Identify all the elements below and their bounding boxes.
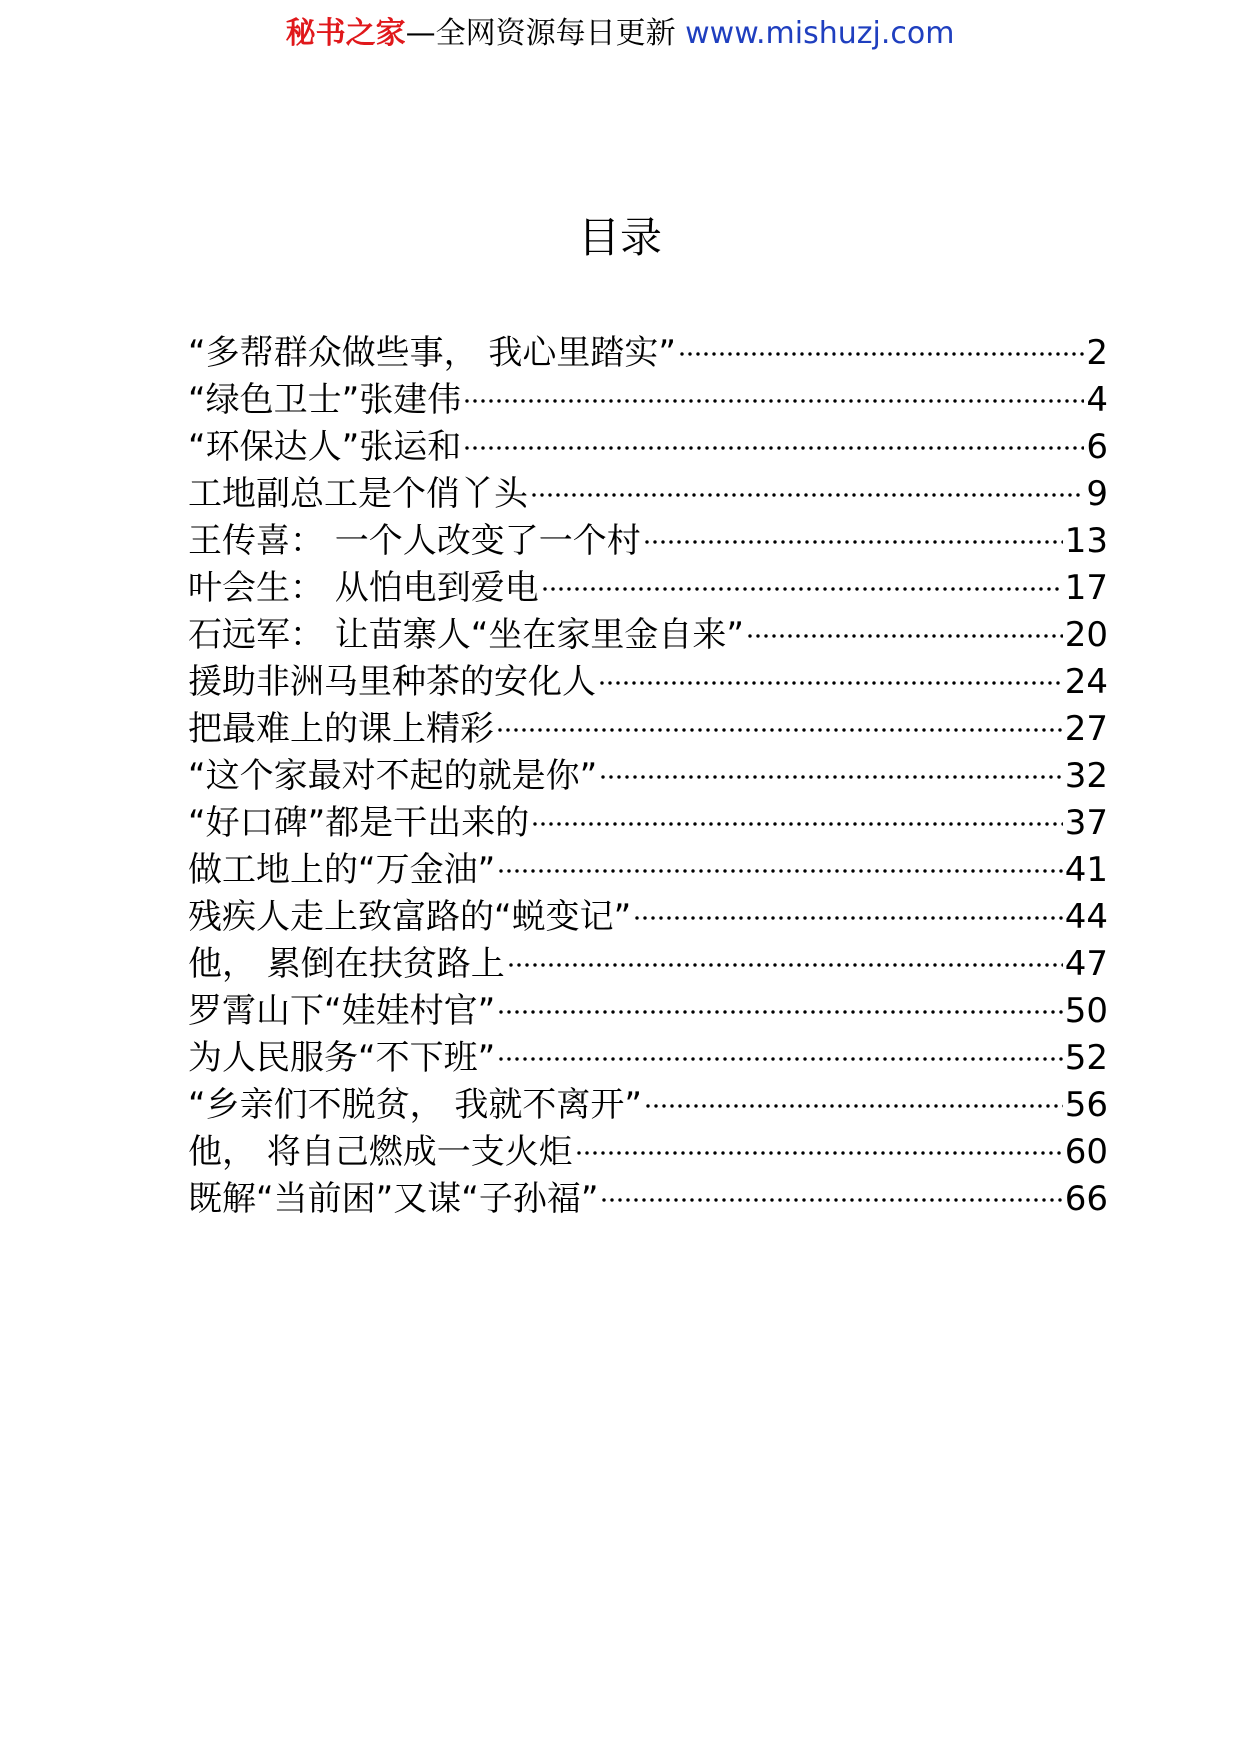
- toc-dot-leader: [541, 585, 1063, 593]
- toc-entry-title: 为人民服务“不下班”: [188, 1038, 496, 1078]
- toc-page-number: 2: [1086, 333, 1108, 373]
- toc-entry[interactable]: [188, 1082, 1108, 1129]
- table-of-contents: [188, 330, 1108, 1223]
- header-slogan: —全网资源每日更新: [405, 16, 686, 51]
- toc-entry[interactable]: [188, 330, 1108, 377]
- toc-entry[interactable]: [188, 518, 1108, 565]
- toc-page-number: 47: [1064, 944, 1108, 984]
- toc-entry-title: “环保达人”张运和: [188, 427, 462, 467]
- toc-entry-title: 残疾人走上致富路的“蜕变记”: [188, 897, 632, 937]
- toc-entry-title: “这个家最对不起的就是你”: [188, 756, 598, 796]
- toc-dot-leader: [531, 820, 1063, 828]
- toc-page-number: 50: [1064, 991, 1108, 1031]
- toc-dot-leader: [644, 1102, 1063, 1110]
- toc-dot-leader: [463, 444, 1084, 452]
- toc-page-number: 56: [1064, 1085, 1108, 1125]
- toc-page-number: 44: [1064, 897, 1108, 937]
- toc-entry-title: 他， 将自己燃成一支火炬: [188, 1132, 573, 1172]
- toc-entry-title: 既解“当前困”又谋“子孙福”: [188, 1179, 599, 1219]
- toc-dot-leader: [678, 350, 1084, 358]
- toc-dot-leader: [599, 773, 1063, 781]
- toc-entry[interactable]: [188, 612, 1108, 659]
- toc-entry-title: 他， 累倒在扶贫路上: [188, 944, 505, 984]
- toc-entry-title: 罗霄山下“娃娃村官”: [188, 991, 496, 1031]
- toc-entry-title: 工地副总工是个俏丫头: [188, 474, 528, 514]
- toc-page-number: 9: [1086, 474, 1108, 514]
- toc-entry-title: 王传喜： 一个人改变了一个村: [188, 521, 641, 561]
- toc-entry[interactable]: [188, 753, 1108, 800]
- toc-page-number: 60: [1064, 1132, 1108, 1172]
- toc-entry-title: 把最难上的课上精彩: [188, 709, 494, 749]
- toc-page-number: 13: [1064, 521, 1108, 561]
- page-header: [0, 12, 1240, 56]
- toc-dot-leader: [530, 491, 1084, 499]
- site-url-link[interactable]: www.mishuzj.com: [685, 16, 955, 51]
- toc-entry[interactable]: [188, 894, 1108, 941]
- toc-entry[interactable]: [188, 1035, 1108, 1082]
- toc-dot-leader: [600, 1196, 1062, 1204]
- toc-entry-title: 叶会生： 从怕电到爱电: [188, 568, 539, 608]
- toc-entry[interactable]: [188, 800, 1108, 847]
- toc-dot-leader: [463, 397, 1084, 405]
- toc-page-number: 6: [1086, 427, 1108, 467]
- toc-entry[interactable]: [188, 565, 1108, 612]
- toc-entry-title: 石远军： 让苗寨人“坐在家里金自来”: [188, 615, 745, 655]
- toc-dot-leader: [496, 726, 1063, 734]
- toc-entry-title: 做工地上的“万金油”: [188, 850, 496, 890]
- toc-dot-leader: [598, 679, 1063, 687]
- toc-page-number: 66: [1064, 1179, 1108, 1219]
- toc-dot-leader: [497, 867, 1063, 875]
- toc-entry[interactable]: [188, 659, 1108, 706]
- toc-dot-leader: [746, 632, 1063, 640]
- toc-page-number: 17: [1064, 568, 1108, 608]
- toc-entry[interactable]: [188, 424, 1108, 471]
- brand-name: 秘书之家: [285, 16, 406, 51]
- toc-entry-title: “绿色卫士”张建伟: [188, 380, 462, 420]
- toc-entry[interactable]: [188, 1176, 1108, 1223]
- toc-dot-leader: [497, 1055, 1063, 1063]
- toc-page-number: 52: [1064, 1038, 1108, 1078]
- toc-dot-leader: [575, 1149, 1063, 1157]
- toc-page-number: 24: [1064, 662, 1108, 702]
- toc-page-number: 37: [1064, 803, 1108, 843]
- toc-entry[interactable]: [188, 471, 1108, 518]
- toc-page-number: 32: [1064, 756, 1108, 796]
- toc-dot-leader: [507, 961, 1063, 969]
- toc-entry-title: “多帮群众做些事， 我心里踏实”: [188, 333, 677, 373]
- toc-entry-title: “乡亲们不脱贫， 我就不离开”: [188, 1085, 643, 1125]
- toc-dot-leader: [497, 1008, 1063, 1016]
- toc-entry-title: “好口碑”都是干出来的: [188, 803, 530, 843]
- toc-dot-leader: [633, 914, 1063, 922]
- toc-entry[interactable]: [188, 988, 1108, 1035]
- toc-entry-title: 援助非洲马里种茶的安化人: [188, 662, 596, 702]
- toc-dot-leader: [643, 538, 1063, 546]
- toc-page-number: 4: [1086, 380, 1108, 420]
- toc-entry[interactable]: [188, 1129, 1108, 1176]
- toc-page-number: 20: [1064, 615, 1108, 655]
- toc-entry[interactable]: [188, 377, 1108, 424]
- toc-entry[interactable]: [188, 941, 1108, 988]
- toc-entry[interactable]: [188, 847, 1108, 894]
- toc-page-number: 27: [1064, 709, 1108, 749]
- toc-page-number: 41: [1064, 850, 1108, 890]
- toc-entry[interactable]: [188, 706, 1108, 753]
- toc-title: 目录: [577, 213, 662, 262]
